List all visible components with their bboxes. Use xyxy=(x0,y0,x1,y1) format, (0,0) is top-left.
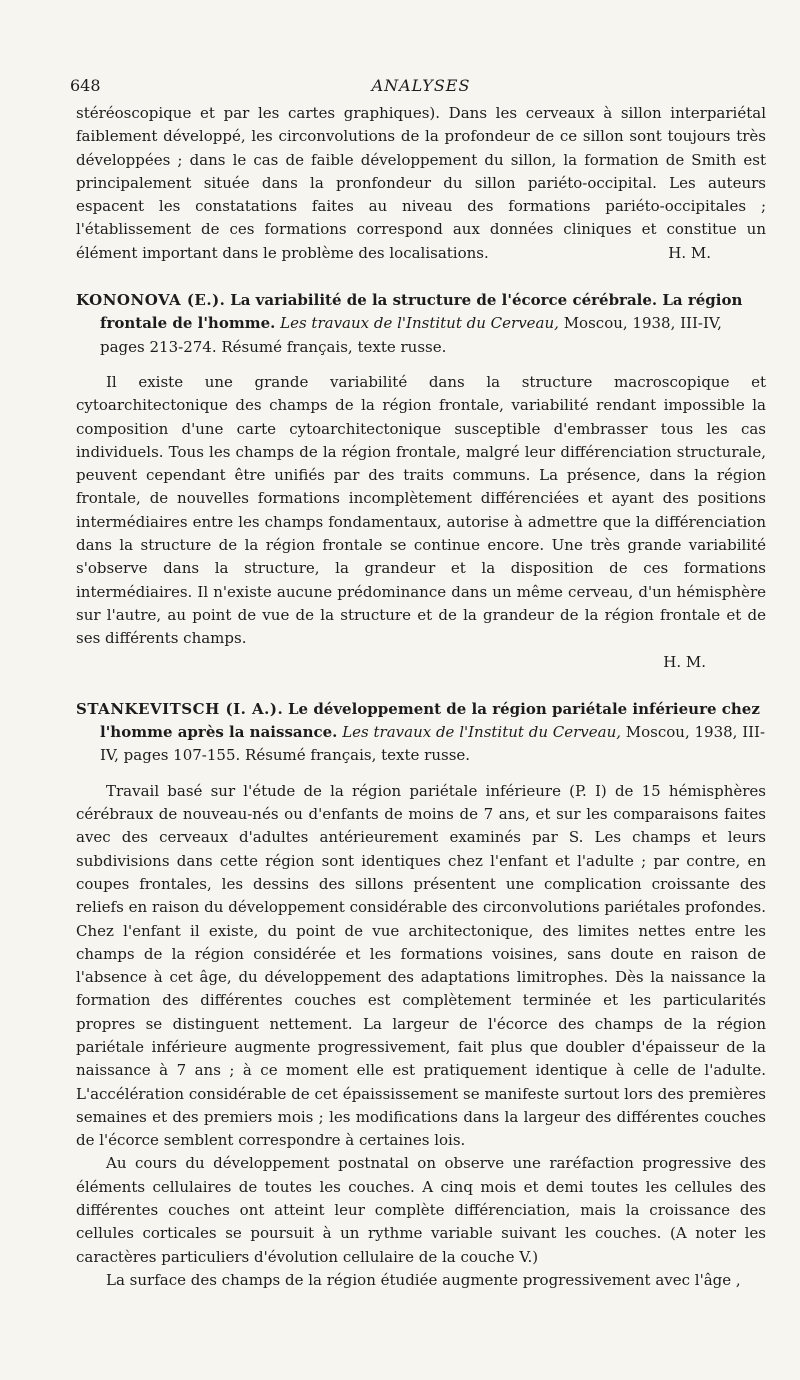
document-page xyxy=(70,76,766,1292)
review-entry-kononova xyxy=(76,289,766,674)
continuation-paragraph xyxy=(76,102,766,265)
review-entry-stankevitsch xyxy=(76,698,766,1292)
entry-heading xyxy=(76,698,766,768)
entry-paragraph: Travail basé sur l'étude de la région pariétale inférieure (P. I) de 15 hémisphères cérébraux de nouveau-nés ou d'enfants de moins de 7 ans, et sur les comparaisons faites avec des cerveaux d'adultes antérieurement examinés par S. Les champs et leurs subdivisions dans cette région sont identiques chez l'enfant et l'adulte ; par contre, en coupes frontales, les dessins des sillons présentent une complication croissante des reliefs en raison du développement considérable des circonvolutions pariétales profondes. Chez l'enfant il existe, du point de vue architectonique, des limites nettes entre les champs de la région considérée et les formations voisines, sans doute en raison de l'absence à cet âge, du développement des adaptations limitrophes. Dès la naissance la formation des différentes couches est complètement terminée et les particularités propres se distinguent nettement. La largeur de l'écorce des champs de la région pariétale inférieure augmente progressivement, fait plus que doubler d'épaisseur de la naissance à 7 ans ; à ce moment elle est pratiquement identique à celle de l'adulte. L'accélération considérable de cet épaississement se manifeste surtout lors des premières semaines et des premiers mois ; les modifications dans la largeur des différentes couches de l'écorce semblent correspondre à certaines lois. xyxy=(76,781,766,1150)
entry-title: La variabilité de la structure de l'écorce cérébrale. La région frontale de l'homme. xyxy=(100,291,743,333)
entry-author: KONONOVA (E.). xyxy=(76,291,226,310)
entry-details: Moscou, 1938, III-IV, pages 213-274. Résumé français, texte russe. xyxy=(100,314,722,356)
entry-title: Le développement de la région pariétale inférieure chez l'homme après la naissance. xyxy=(100,699,760,742)
page-number: 648 xyxy=(70,76,101,95)
entry-paragraph: La surface des champs de la région étudiée augmente progressivement avec l'âge , xyxy=(106,1270,741,1289)
running-head: ANALYSES xyxy=(371,76,471,95)
entry-body xyxy=(76,371,766,674)
entry-paragraph: Il existe une grande variabilité dans la structure macroscopique et cytoarchitectonique des champs de la région frontale, variabilité rendant impossible la composition d'une carte cytoarchitectonique susceptible d'embrasser tous les cas individuels. Tous les champs de la région frontale, malgré leur différenciation structurale, peuvent cependant être unifiés par des traits communs. La présence, dans la région frontale, de nouvelles formations incomplètement différenciées et ayant des positions intermédiaires entre les champs fondamentaux, autorise à admettre que la différenciation dans la structure de la région frontale se continue encore. Une très grande variabilité s'observe dans la structure, la grandeur et la disposition de ces formations intermédiaires. Il n'existe aucune prédominance dans un même cerveau, d'un hémisphère sur l'autre, au point de vue de la structure et de la grandeur de la région frontale et de ses différents champs. xyxy=(76,372,766,648)
entry-heading xyxy=(76,289,766,359)
entry-author: STANKEVITSCH (I. A.). xyxy=(76,699,284,718)
entry-body xyxy=(76,780,766,1293)
continuation-text: stéréoscopique et par les cartes graphiques). Dans les cerveaux à sillon interpariétal faiblement développé, les circonvolutions de la profondeur de ce sillon sont toujours très développées ; dans le cas de faible développement du sillon, la formation de Smith est principalement située dans la pronfondeur du sillon pariéto-occipital. Les auteurs espacent les constatations faites au niveau des formations pariéto-occipitales ; l'établissement de ces formations correspond aux données cliniques et constitue un élément important dans le problème des localisations. xyxy=(76,104,766,262)
page-header xyxy=(70,76,766,102)
entry-paragraph: Au cours du développement postnatal on observe une raréfaction progressive des éléments cellulaires de toutes les couches. A cinq mois et demi toutes les cellules des différentes couches ont atteint leur complète différenciation, mais la croissance des cellules corticales se poursuit à un rythme variable suivant les couches. (A noter les caractères particuliers d'évolution cellulaire de la couche V.) xyxy=(76,1154,766,1266)
entry-details: Moscou, 1938, III-IV, pages 107-155. Résumé français, texte russe. xyxy=(100,723,766,765)
entry-journal: Les travaux de l'Institut du Cerveau, xyxy=(342,723,621,742)
signature: H. M. xyxy=(663,652,706,671)
signature: H. M. xyxy=(668,243,711,262)
entry-journal: Les travaux de l'Institut du Cerveau, xyxy=(280,314,559,333)
